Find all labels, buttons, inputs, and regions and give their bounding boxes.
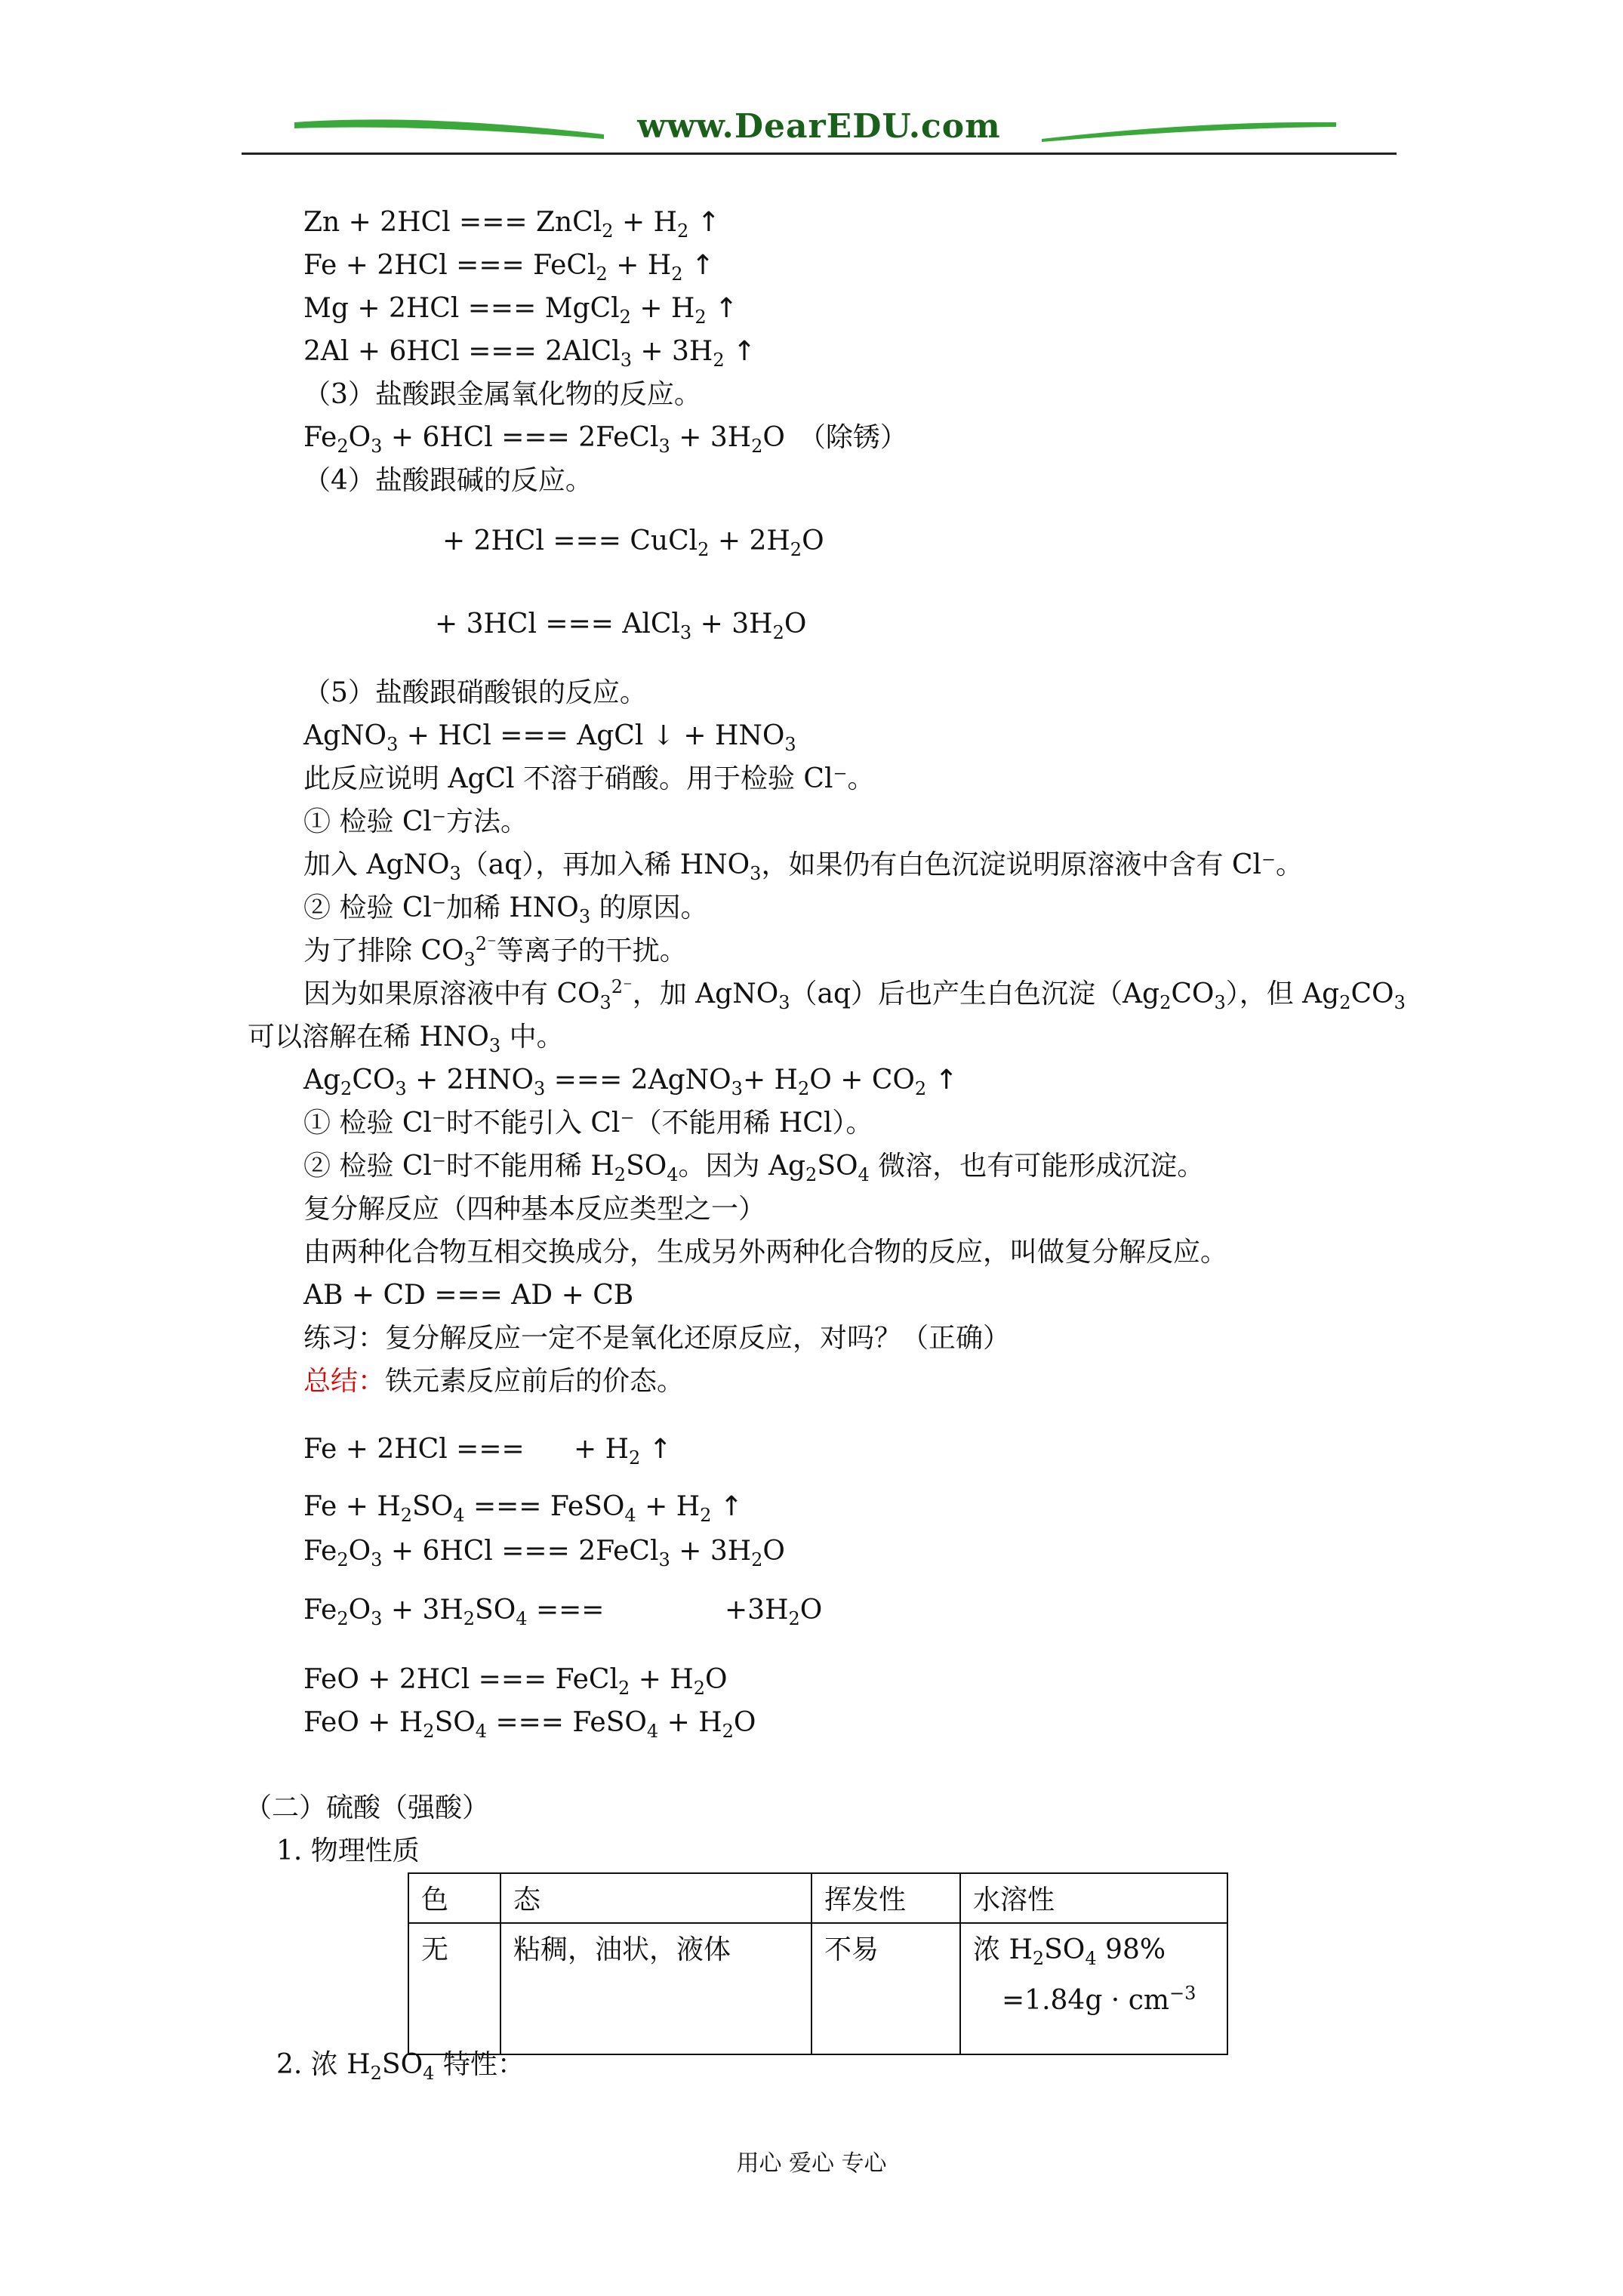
summary-line: 总结：铁元素反应前后的价态。 [303,1366,685,1397]
logo-text: www.DearEDU.com [637,107,1001,146]
equation-fe-hcl-b: + $H_2$ ↑ [574,1434,672,1469]
equation-fe-h2so4: $Fe + H_2SO_4$ === FeSO$_4$ + $H_2$ ↑ [303,1491,744,1527]
equation-al: 2Al + 6HCl === 2AlCl$_3$ + $3H_2$ ↑ [303,336,756,371]
equation-general: AB + CD === AD + CB [303,1280,634,1311]
equation-feo-hcl: FeO + 2HCl === FeCl$_2$ + $H_2O$ [303,1664,728,1700]
section-heading: （5）盐酸跟硝酸银的反应。 [303,677,647,708]
equation-cu: + 2HCl === CuCl$_2$ + $2H_2O$ [442,525,824,561]
paragraph: 因为如果原溶液中有 $CO_3^{2^-}$，加 AgNO$_3$（aq）后也产生白色沉淀$(Ag_2CO_3)$，但 $Ag_2CO_3$ [303,976,1406,1014]
equation-al-base: + 3HCl === AlCl$_3$ + $3H_2O$ [435,609,807,644]
section-heading: （4）盐酸跟碱的反应。 [303,465,593,496]
summary-label: 总结： [303,1366,386,1397]
table-header-row [408,1873,1227,1923]
site-logo [242,106,1397,151]
subsection-title: 1. 物理性质 [276,1835,420,1866]
table-cell [960,1923,1227,2054]
paragraph: ② 检验 Cl⁻加稀 $HNO_3$ 的原因。 [303,892,708,928]
paragraph: 加入 AgNO$_3$（aq），再加入稀 $HNO_3$，如果仍有白色沉淀说明原溶液中含有 Cl⁻。 [303,849,1303,885]
paragraph: 由两种化合物互相交换成分，生成另外两种化合物的反应，叫做复分解反应。 [303,1237,1228,1268]
table-header: 水溶性 [960,1873,1227,1923]
equation-fe: Fe + 2HCl === FeCl$_2$ + $H_2$ ↑ [303,250,715,285]
page-footer: 用心 爱心 专心 [736,2150,887,2177]
table-cell: 无 [408,1923,500,2054]
equation-fe2o3-h2so4-a: $Fe_2O_3 + 3H_2SO_4$ === [303,1595,605,1630]
paragraph: 练习：复分解反应一定不是氧化还原反应，对吗？（正确） [303,1323,1011,1354]
equation-ag2co3: $Ag_2CO_3 + 2HNO_3$ === 2AgNO$_3$+ $H_2O + CO_2$ ↑ [303,1065,958,1100]
equation-mg: Mg + 2HCl === MgCl$_2$ + $H_2$ ↑ [303,293,738,328]
paragraph: 复分解反应（四种基本反应类型之一） [303,1194,766,1225]
equation-agno3: AgNO$_3$ + HCl === AgCl ↓ + $HNO_3$ [303,720,796,756]
table-header: 色 [408,1873,500,1923]
table-header: 态 [500,1873,812,1923]
section-title: （二）硫酸（强酸） [245,1792,490,1823]
table-header: 挥发性 [812,1873,960,1923]
equation-fe2o3-hcl: $Fe_2O_3 + 6HCl$ === 2FeCl$_3$ + $3H_2O$ [303,1536,785,1571]
equation-rust: $Fe_2O_3 + 6HCl$ === 2FeCl$_3$ + $3H_2O$ （除锈） [303,422,907,458]
table-row [408,1923,1227,2054]
equation-zn: Zn + 2HCl === ZnCl$_2$ + $H_2$ ↑ [303,207,720,242]
physical-properties-table [408,1872,1228,2055]
paragraph: ① 检验 Cl⁻方法。 [303,806,528,837]
paragraph: ① 检验 Cl⁻时不能引入 Cl⁻（不能用稀 HCl）。 [303,1108,873,1139]
solubility-line-1: 浓 $H_2SO_4$ 98% [973,1934,1166,1970]
equation-fe2o3-h2so4-b: $+3H_2O$ [725,1595,823,1630]
table-cell: 不易 [812,1923,960,2054]
header-rule [242,153,1397,155]
solubility-line-2: $=1.84g \cdot cm^{-3}$ [1002,1983,1196,2016]
equation-feo-h2so4: FeO + $H_2SO_4$ === FeSO$_4$ + $H_2O$ [303,1707,756,1743]
section-heading: （3）盐酸跟金属氧化物的反应。 [303,379,701,410]
page-header [242,106,1397,155]
paragraph: ② 检验 Cl⁻时不能用稀 $H_2SO_4$。因为 $Ag_2SO_4$ 微溶，也有可能形成沉淀。 [303,1151,1205,1186]
paragraph: 可以溶解在稀 $HNO_3$ 中。 [248,1022,564,1057]
paragraph: 此反应说明 AgCl 不溶于硝酸。用于检验 Cl⁻。 [303,763,875,794]
paragraph: 为了排除 $CO_3^{2^-}$等离子的干扰。 [303,933,687,971]
subsection-title: 2. 浓 $H_2SO_4$ 特性： [276,2049,525,2085]
table-cell: 粘稠，油状，液体 [500,1923,812,2054]
equation-fe-hcl-a: Fe + 2HCl === [303,1434,525,1465]
